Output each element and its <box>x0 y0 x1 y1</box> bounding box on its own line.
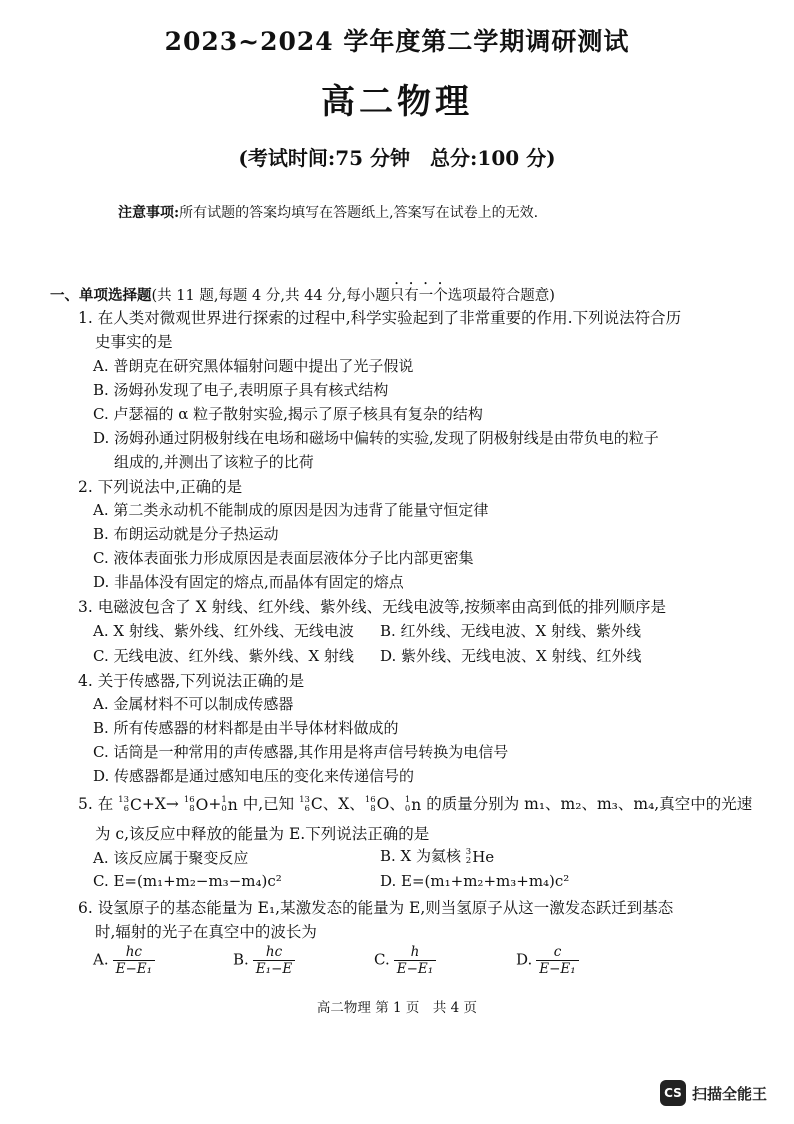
q1-option-c: C. 卢瑟福的 α 粒子散射实验,揭示了原子核具有复杂的结构 <box>93 405 483 423</box>
section-desc-a: (共 11 题,每题 4 分,共 44 分,每小题 <box>151 288 390 304</box>
notice <box>118 202 538 222</box>
q6-option-d-numerator: c <box>553 944 562 960</box>
q6-option-c-fraction <box>394 944 436 977</box>
oxygen-symbol: O <box>195 796 209 814</box>
q5-tail: 的质量分别为 m₁、m₂、m₃、m₄,真空中的光速 <box>426 795 753 813</box>
helium-mass-number: 3 <box>465 847 472 857</box>
nuclide-carbon-13-list <box>299 796 311 814</box>
q6-option-a-fraction <box>113 944 155 977</box>
q6-stem-line2: 时,辐射的光子在真空中的波长为 <box>95 923 317 941</box>
neutron-mass-number: 1 <box>221 795 227 805</box>
q6-stem-line1: 6. 设氢原子的基态能量为 E₁,某激发态的能量为 E,则当氢原子从这一激发态跃迁到基态 <box>78 899 674 917</box>
q6-option-d-fraction <box>536 944 578 977</box>
q5-plus: + <box>208 795 222 813</box>
oxygen-list-atomic-number: 8 <box>370 804 376 814</box>
nuclide-oxygen-16 <box>184 796 209 814</box>
q6-option-a-numerator: hc <box>125 944 142 960</box>
q3-option-c: C. 无线电波、红外线、紫外线、X 射线 <box>93 647 354 665</box>
q6-option-a-denominator: E−E₁ <box>113 960 155 977</box>
nuclide-carbon-13 <box>118 796 142 814</box>
oxygen-list-mass-number: 16 <box>364 795 376 805</box>
page-footer: 高二物理 第 1 页 共 4 页 <box>316 1000 478 1016</box>
q1-stem-line2: 史事实的是 <box>95 333 173 351</box>
q5-mid: 中,已知 <box>242 795 295 813</box>
q5-plus-x-arrow: +X→ <box>141 795 179 813</box>
neutron-list-mass-number: 1 <box>404 795 411 805</box>
q6-option-b-numerator: hc <box>265 944 283 960</box>
carbon-list-mass-number: 13 <box>299 795 310 805</box>
q4-option-b: B. 所有传感器的材料都是由半导体材料做成的 <box>93 719 399 737</box>
q4-option-c: C. 话筒是一种常用的声传感器,其作用是将声信号转换为电信号 <box>93 743 509 761</box>
nuclide-oxygen-16-list <box>365 796 377 814</box>
neutron-list-symbol: n <box>411 796 422 814</box>
q5-stem-line2: 为 c,该反应中释放的能量为 E.下列说法正确的是 <box>95 825 430 843</box>
nuclide-neutron <box>221 796 237 814</box>
q2-option-d: D. 非晶体没有固定的熔点,而晶体有固定的熔点 <box>93 573 404 591</box>
carbon-list-atomic-number: 6 <box>304 804 310 814</box>
neutron-symbol: n <box>227 796 238 814</box>
exam-meta: (考试时间:75 分钟 总分:100 分) <box>238 146 556 170</box>
carbon-mass-number: 13 <box>118 795 129 805</box>
q6-option-d-denominator: E−E₁ <box>536 960 578 977</box>
q6-option-b-denominator: E₁−E <box>253 960 295 977</box>
notice-text: 所有试题的答案均填写在答题纸上,答案写在试卷上的无效. <box>179 205 539 221</box>
q5-list-o: O、 <box>376 795 405 813</box>
subject-title: 高二物理 <box>321 82 473 122</box>
q6-option-c <box>374 944 436 977</box>
q5-lead: 5. 在 <box>78 795 114 813</box>
q1-option-d-line2: 组成的,并测出了该粒子的比荷 <box>114 453 314 471</box>
q6-option-c-numerator: h <box>410 944 420 960</box>
q2-option-b: B. 布朗运动就是分子热运动 <box>93 525 279 543</box>
section-title: 一、单项选择题 <box>50 287 152 304</box>
q6-option-c-denominator: E−E₁ <box>394 960 436 977</box>
notice-label: 注意事项: <box>118 205 180 221</box>
q1-option-a: A. 普朗克在研究黑体辐射问题中提出了光子假说 <box>93 357 414 375</box>
scanner-watermark <box>660 1080 767 1106</box>
neutron-list-atomic-number: 0 <box>404 804 411 814</box>
carbon-symbol: C <box>129 796 142 814</box>
q2-option-a: A. 第二类永动机不能制成的原因是因为违背了能量守恒定律 <box>93 501 489 519</box>
q6-option-c-label: C. <box>374 950 390 969</box>
watermark-text: 扫描全能王 <box>692 1084 768 1103</box>
q1-stem-line1: 1. 在人类对微观世界进行探索的过程中,科学实验起到了非常重要的作用.下列说法符合历 <box>78 309 682 327</box>
q6-option-b-label: B. <box>233 950 249 969</box>
q3-stem: 3. 电磁波包含了 X 射线、红外线、紫外线、无线电波等,按频率由高到低的排列顺序是 <box>78 598 667 616</box>
q6-option-a <box>93 944 155 977</box>
q2-option-c: C. 液体表面张力形成原因是表面层液体分子比内部更密集 <box>93 549 474 567</box>
q6-option-a-label: A. <box>93 950 109 969</box>
nuclide-neutron-list <box>405 796 421 814</box>
q5-list-c: C、X、 <box>310 795 365 813</box>
q5-option-d: D. E=(m₁+m₂+m₃+m₄)c² <box>380 872 570 890</box>
q1-option-d-line1: D. 汤姆孙通过阴极射线在电场和磁场中偏转的实验,发现了阴极射线是由带负电的粒子 <box>93 429 659 447</box>
q3-option-a: A. X 射线、紫外线、红外线、无线电波 <box>93 622 354 640</box>
q6-option-d-label: D. <box>516 950 533 969</box>
camscanner-logo-icon: CS <box>660 1080 686 1106</box>
section-heading <box>50 280 555 305</box>
q3-option-d: D. 紫外线、无线电波、X 射线、红外线 <box>380 647 642 665</box>
neutron-atomic-number: 0 <box>221 804 227 814</box>
q5-option-b-text: B. X 为氦核 <box>380 847 462 865</box>
section-desc-b: 选项最符合题意) <box>447 288 555 304</box>
nuclide-helium-3 <box>466 848 494 866</box>
section-desc-emphasis: 只有一个 <box>389 288 448 304</box>
q4-option-d: D. 传感器都是通过感知电压的变化来传递信号的 <box>93 767 415 785</box>
q5-stem-line1 <box>78 792 752 814</box>
exam-year-title: 2023~2024 学年度第二学期调研测试 <box>164 27 630 56</box>
q1-option-b: B. 汤姆孙发现了电子,表明原子具有核式结构 <box>93 381 389 399</box>
q2-stem: 2. 下列说法中,正确的是 <box>78 478 243 496</box>
q3-option-b: B. 红外线、无线电波、X 射线、紫外线 <box>380 622 642 640</box>
q5-option-a: A. 该反应属于聚变反应 <box>93 849 249 867</box>
carbon-atomic-number: 6 <box>123 804 129 814</box>
q4-stem: 4. 关于传感器,下列说法正确的是 <box>78 672 305 690</box>
helium-symbol: He <box>472 848 495 866</box>
helium-atomic-number: 2 <box>465 856 472 866</box>
oxygen-atomic-number: 8 <box>189 804 195 814</box>
oxygen-mass-number: 16 <box>183 795 195 805</box>
q4-option-a: A. 金属材料不可以制成传感器 <box>93 695 294 713</box>
q6-option-d <box>516 944 579 977</box>
q6-option-b <box>233 944 295 977</box>
q6-option-b-fraction <box>253 944 295 977</box>
q5-option-c: C. E=(m₁+m₂−m₃−m₄)c² <box>93 872 282 890</box>
q5-option-b <box>380 845 494 866</box>
